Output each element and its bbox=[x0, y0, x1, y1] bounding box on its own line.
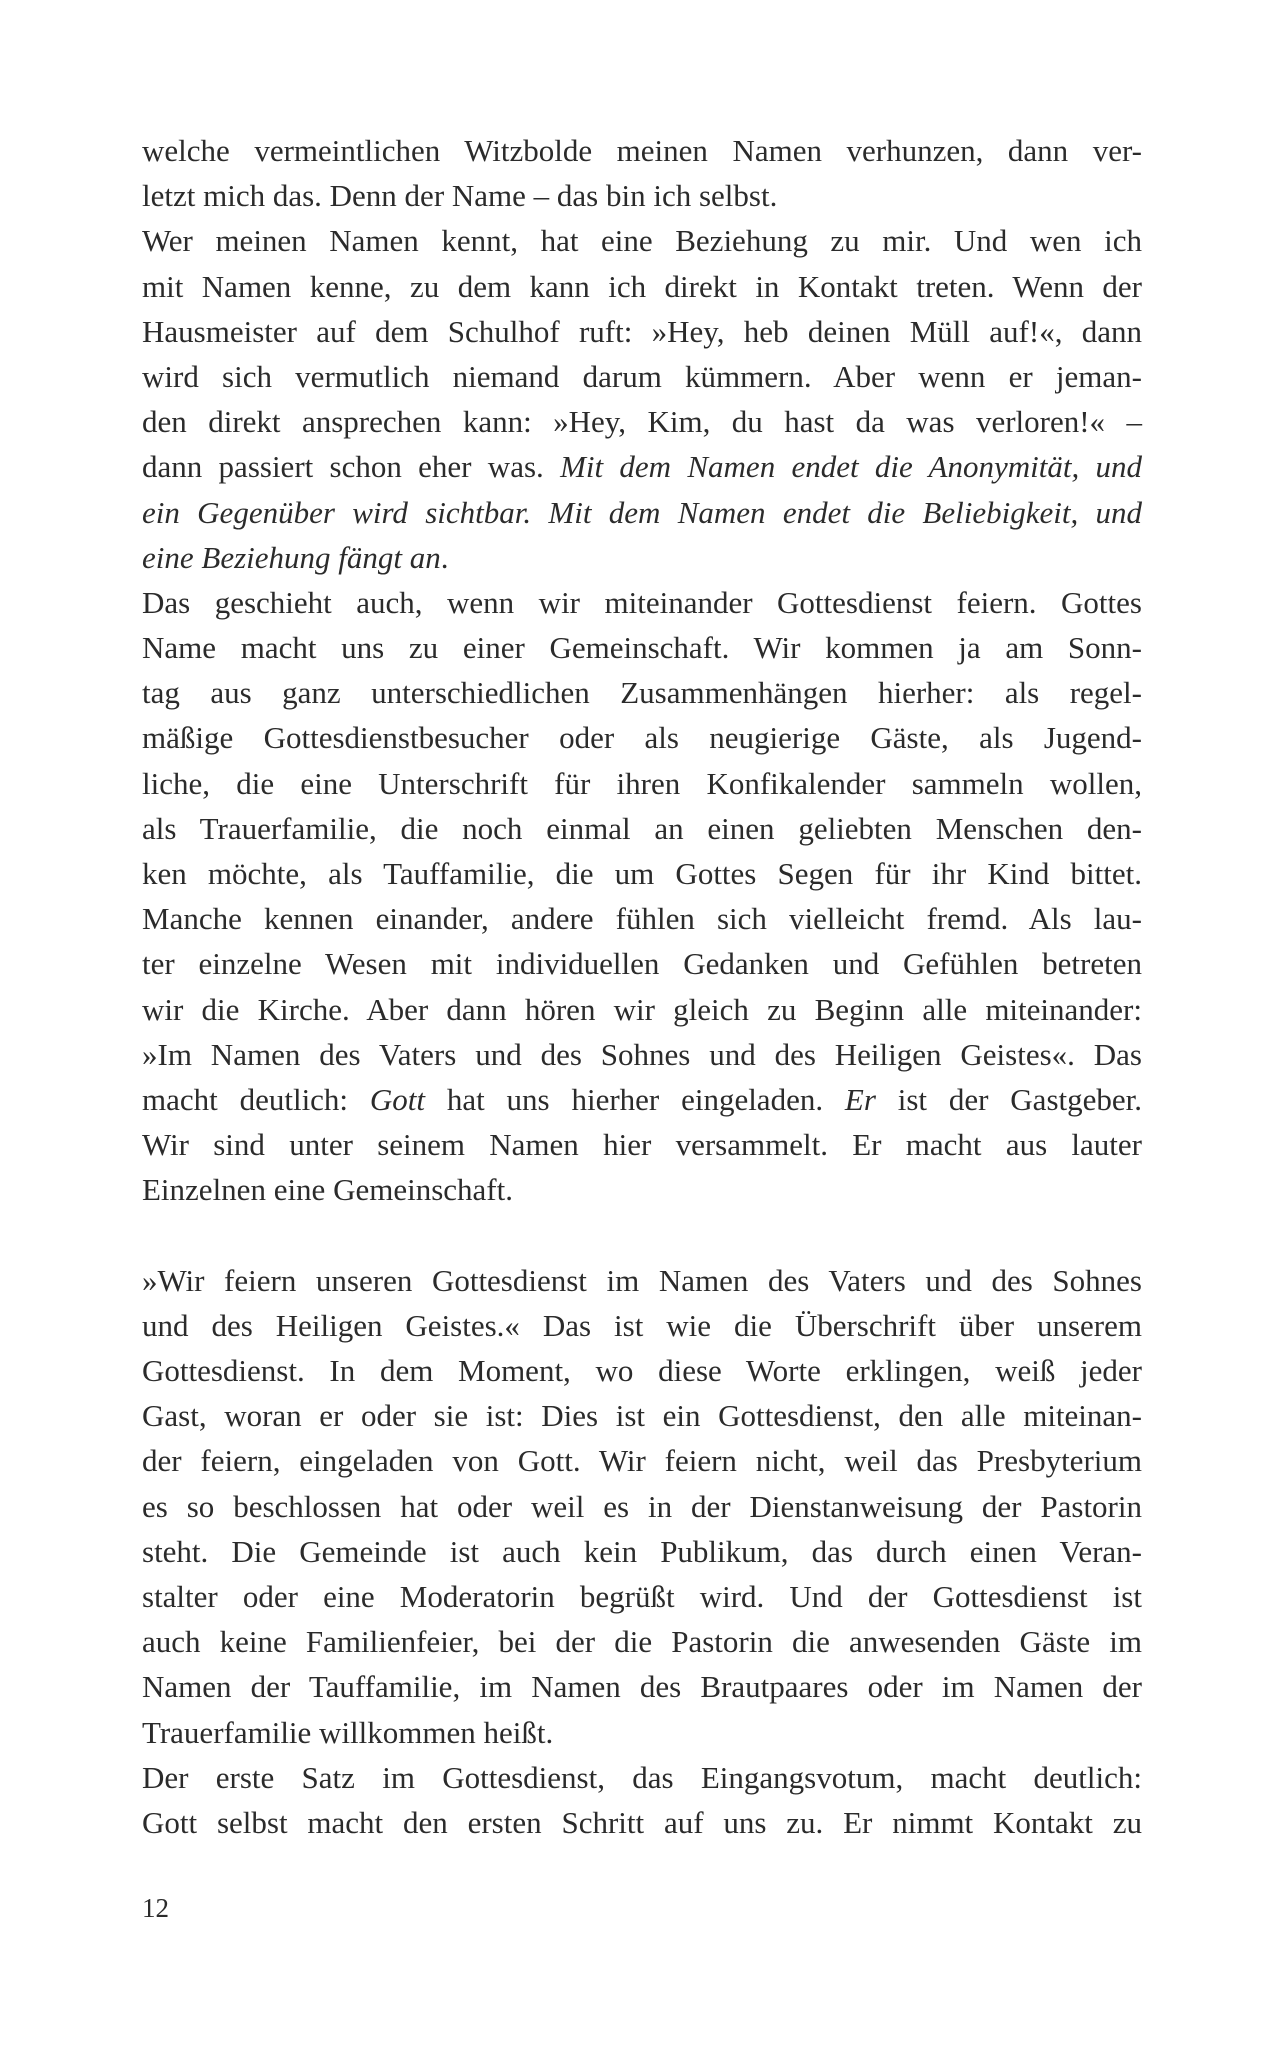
text-line bbox=[142, 1619, 1142, 1664]
text-run: welche vermeintlichen Witzbolde meinen Namen verhunzen, dann ver- bbox=[142, 133, 1142, 168]
text-run: es so beschlossen hat oder weil es in der Dienstanweisung der Pastorin bbox=[142, 1488, 1142, 1524]
paragraph bbox=[142, 218, 1142, 580]
italic-text: eine Beziehung fängt an bbox=[142, 539, 441, 575]
text-run: Einzelnen eine Gemeinschaft. bbox=[142, 1172, 513, 1208]
text-line bbox=[142, 1077, 1142, 1122]
paragraph bbox=[142, 1258, 1142, 1755]
paragraph bbox=[142, 580, 1142, 1213]
text-run: Manche kennen einander, andere fühlen sich vielleicht fremd. Als lau- bbox=[142, 901, 1142, 937]
text-run: steht. Die Gemeinde ist auch kein Publikum, das durch einen Veran- bbox=[142, 1533, 1142, 1569]
text-line bbox=[142, 1303, 1142, 1348]
text-run: Name macht uns zu einer Gemeinschaft. Wir kommen ja am Sonn- bbox=[142, 630, 1142, 666]
text-run: stalter oder eine Moderatorin begrüßt wird. Und der Gottesdienst ist bbox=[142, 1579, 1142, 1614]
text-line bbox=[142, 1122, 1142, 1167]
text-run: . bbox=[440, 539, 449, 575]
text-run: mit Namen kenne, zu dem kann ich direkt in Kontakt treten. Wenn der bbox=[142, 268, 1142, 304]
text-run: »Wir feiern unseren Gottesdienst im Namen des Vaters und des Sohnes bbox=[142, 1262, 1142, 1298]
text-run: tag aus ganz unterschiedlichen Zusammenhängen hierher: als regel- bbox=[142, 675, 1142, 711]
text-line bbox=[142, 1167, 1142, 1212]
text-line bbox=[142, 580, 1142, 625]
text-line bbox=[142, 1032, 1142, 1077]
text-line bbox=[142, 1258, 1142, 1303]
text-line bbox=[142, 173, 1142, 218]
text-run: ken möchte, als Tauffamilie, die um Gottes Segen für ihr Kind bittet. bbox=[142, 856, 1142, 891]
text-line bbox=[142, 1348, 1142, 1393]
text-line bbox=[142, 535, 1142, 580]
text-line bbox=[142, 987, 1142, 1032]
text-run: Namen der Tauffamilie, im Namen des Brautpaares oder im Namen der bbox=[142, 1669, 1142, 1705]
text-line bbox=[142, 1393, 1142, 1438]
text-run: macht deutlich: bbox=[142, 1081, 370, 1117]
text-run: Trauerfamilie willkommen heißt. bbox=[142, 1714, 554, 1750]
text-line bbox=[142, 399, 1142, 444]
text-run: wir die Kirche. Aber dann hören wir gleich zu Beginn alle miteinander: bbox=[142, 991, 1142, 1027]
paragraph-gap bbox=[142, 1213, 1142, 1258]
text-line bbox=[142, 941, 1142, 986]
text-run: auch keine Familienfeier, bei der die Pastorin die anwesenden Gäste im bbox=[142, 1624, 1142, 1660]
text-run: den direkt ansprechen kann: »Hey, Kim, du hast da was verloren!« – bbox=[142, 404, 1142, 440]
text-line bbox=[142, 670, 1142, 715]
text-line bbox=[142, 1529, 1142, 1574]
text-line bbox=[142, 1710, 1142, 1755]
text-line bbox=[142, 1484, 1142, 1529]
text-run: ter einzelne Wesen mit individuellen Gedanken und Gefühlen betreten bbox=[142, 946, 1142, 982]
text-line bbox=[142, 128, 1142, 173]
italic-text: Er bbox=[844, 1081, 876, 1117]
text-run: Gottesdienst. In dem Moment, wo diese Worte erklingen, weiß jeder bbox=[142, 1353, 1142, 1389]
text-line bbox=[142, 444, 1142, 489]
text-line bbox=[142, 1574, 1142, 1619]
text-run: dann passiert schon eher was. bbox=[142, 449, 561, 485]
text-run: Hausmeister auf dem Schulhof ruft: »Hey, heb deinen Müll auf!«, dann bbox=[142, 313, 1142, 349]
text-run: ist der Gastgeber. bbox=[875, 1081, 1143, 1117]
text-run: Das geschieht auch, wenn wir miteinander Gottesdienst feiern. Gottes bbox=[142, 584, 1142, 620]
italic-text: Mit dem Namen endet die Anonymität, und bbox=[560, 449, 1142, 485]
text-line bbox=[142, 309, 1142, 354]
text-line bbox=[142, 490, 1142, 535]
italic-text: ein Gegenüber wird sichtbar. Mit dem Namen endet die Beliebigkeit, und bbox=[142, 494, 1142, 530]
text-run: Wer meinen Namen kennt, hat eine Beziehung zu mir. Und wen ich bbox=[142, 223, 1142, 259]
text-run: letzt mich das. Denn der Name – das bin ich selbst. bbox=[142, 178, 778, 214]
text-line bbox=[142, 218, 1142, 263]
text-line bbox=[142, 625, 1142, 670]
text-run: Gast, woran er oder sie ist: Dies ist ein Gottesdienst, den alle miteinan- bbox=[142, 1398, 1142, 1434]
text-line bbox=[142, 806, 1142, 851]
text-run: und des Heiligen Geistes.« Das ist wie die Überschrift über unserem bbox=[142, 1307, 1142, 1343]
page-body bbox=[142, 128, 1142, 1845]
text-line bbox=[142, 851, 1142, 896]
text-line bbox=[142, 1755, 1142, 1800]
text-line bbox=[142, 761, 1142, 806]
page-number: 12 bbox=[142, 1893, 169, 1923]
text-run: »Im Namen des Vaters und des Sohnes und des Heiligen Geistes«. Das bbox=[142, 1036, 1142, 1072]
text-line bbox=[142, 896, 1142, 941]
text-line bbox=[142, 1664, 1142, 1709]
paragraph bbox=[142, 1755, 1142, 1845]
text-line bbox=[142, 264, 1142, 309]
text-run: hat uns hierher eingeladen. bbox=[425, 1081, 845, 1117]
text-run: der feiern, eingeladen von Gott. Wir feiern nicht, weil das Presbyterium bbox=[142, 1443, 1142, 1479]
text-run: Der erste Satz im Gottesdienst, das Eingangsvotum, macht deutlich: bbox=[142, 1759, 1142, 1795]
italic-text: Gott bbox=[369, 1081, 426, 1117]
text-line bbox=[142, 354, 1142, 399]
text-run: wird sich vermutlich niemand darum kümmern. Aber wenn er jeman- bbox=[142, 358, 1142, 394]
text-run: Wir sind unter seinem Namen hier versammelt. Er macht aus lauter bbox=[142, 1127, 1142, 1163]
text-run: Gott selbst macht den ersten Schritt auf uns zu. Er nimmt Kontakt zu bbox=[142, 1804, 1142, 1840]
text-run: als Trauerfamilie, die noch einmal an einen geliebten Menschen den- bbox=[142, 810, 1142, 846]
paragraph bbox=[142, 128, 1142, 218]
text-line bbox=[142, 1438, 1142, 1483]
text-line bbox=[142, 1800, 1142, 1845]
text-run: liche, die eine Unterschrift für ihren Konfikalender sammeln wollen, bbox=[142, 765, 1142, 801]
text-run: mäßige Gottesdienstbesucher oder als neugierige Gäste, als Jugend- bbox=[142, 720, 1142, 756]
text-line bbox=[142, 715, 1142, 760]
